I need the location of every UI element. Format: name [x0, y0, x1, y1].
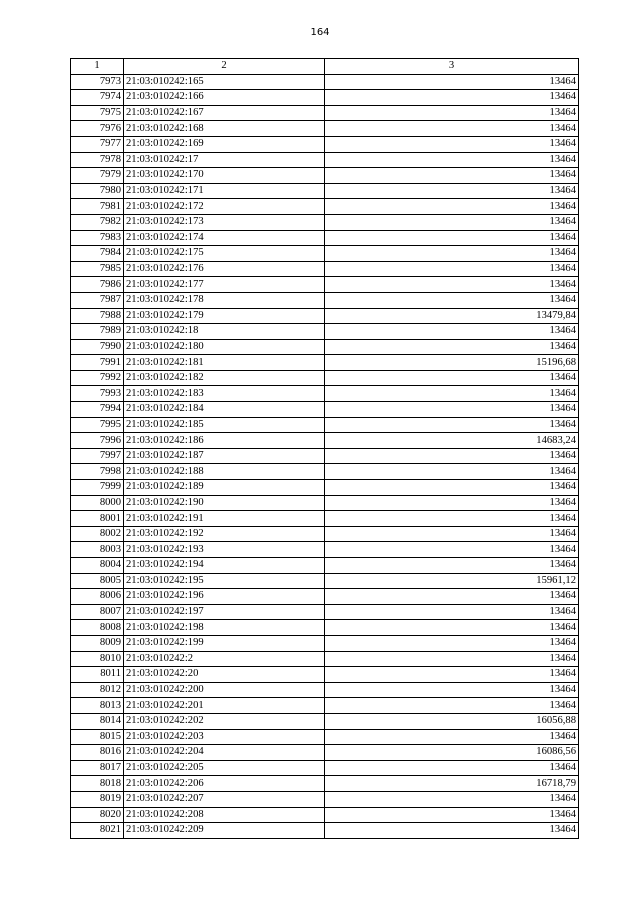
table-row: [71, 214, 579, 230]
table-row: [71, 90, 579, 106]
table-row: [71, 511, 579, 527]
table-row: [71, 199, 579, 215]
row-number-cell: 8000: [71, 495, 124, 511]
table-row: [71, 667, 579, 683]
cadastral-number-cell: 21:03:010242:192: [124, 526, 325, 542]
value-cell: 13464: [325, 589, 579, 605]
cadastral-number-cell: 21:03:010242:199: [124, 635, 325, 651]
table-row: [71, 651, 579, 667]
table-row: [71, 495, 579, 511]
column-header-3: 3: [325, 59, 579, 75]
value-cell: 13464: [325, 402, 579, 418]
cadastral-number-cell: 21:03:010242:18: [124, 324, 325, 340]
cadastral-number-cell: 21:03:010242:171: [124, 183, 325, 199]
cadastral-number-cell: 21:03:010242:170: [124, 168, 325, 184]
value-cell: 13464: [325, 199, 579, 215]
table-row: [71, 136, 579, 152]
cadastral-number-cell: 21:03:010242:165: [124, 74, 325, 90]
cadastral-number-cell: 21:03:010242:206: [124, 776, 325, 792]
row-number-cell: 7986: [71, 277, 124, 293]
value-cell: 13464: [325, 495, 579, 511]
row-number-cell: 8003: [71, 542, 124, 558]
row-number-cell: 7982: [71, 214, 124, 230]
table-row: [71, 417, 579, 433]
value-cell: 13464: [325, 370, 579, 386]
value-cell: 13464: [325, 261, 579, 277]
row-number-cell: 7984: [71, 246, 124, 262]
cadastral-number-cell: 21:03:010242:173: [124, 214, 325, 230]
value-cell: 13479,84: [325, 308, 579, 324]
table-row: [71, 760, 579, 776]
value-cell: 13464: [325, 791, 579, 807]
row-number-cell: 7994: [71, 402, 124, 418]
value-cell: 13464: [325, 635, 579, 651]
value-cell: 13464: [325, 667, 579, 683]
cadastral-number-cell: 21:03:010242:207: [124, 791, 325, 807]
value-cell: 13464: [325, 324, 579, 340]
table-row: [71, 542, 579, 558]
table-row: [71, 526, 579, 542]
row-number-cell: 8019: [71, 791, 124, 807]
row-number-cell: 8016: [71, 745, 124, 761]
table-row: [71, 558, 579, 574]
row-number-cell: 7993: [71, 386, 124, 402]
value-cell: 15196,68: [325, 355, 579, 371]
cadastral-number-cell: 21:03:010242:209: [124, 823, 325, 839]
value-cell: 13464: [325, 682, 579, 698]
cadastral-number-cell: 21:03:010242:184: [124, 402, 325, 418]
row-number-cell: 7998: [71, 464, 124, 480]
cadastral-number-cell: 21:03:010242:186: [124, 433, 325, 449]
row-number-cell: 8017: [71, 760, 124, 776]
value-cell: 13464: [325, 230, 579, 246]
value-cell: 13464: [325, 511, 579, 527]
value-cell: 16086,56: [325, 745, 579, 761]
cadastral-number-cell: 21:03:010242:205: [124, 760, 325, 776]
row-number-cell: 8002: [71, 526, 124, 542]
data-table: [70, 58, 579, 839]
table-row: [71, 246, 579, 262]
row-number-cell: 7987: [71, 292, 124, 308]
cadastral-number-cell: 21:03:010242:187: [124, 448, 325, 464]
table-row: [71, 713, 579, 729]
row-number-cell: 7977: [71, 136, 124, 152]
column-header-2: 2: [124, 59, 325, 75]
value-cell: 13464: [325, 292, 579, 308]
row-number-cell: 7976: [71, 121, 124, 137]
cadastral-number-cell: 21:03:010242:169: [124, 136, 325, 152]
value-cell: 13464: [325, 214, 579, 230]
value-cell: 14683,24: [325, 433, 579, 449]
table-row: [71, 308, 579, 324]
row-number-cell: 8005: [71, 573, 124, 589]
value-cell: 13464: [325, 464, 579, 480]
row-number-cell: 8015: [71, 729, 124, 745]
row-number-cell: 7980: [71, 183, 124, 199]
table-row: [71, 682, 579, 698]
row-number-cell: 8018: [71, 776, 124, 792]
row-number-cell: 7989: [71, 324, 124, 340]
row-number-cell: 8021: [71, 823, 124, 839]
cadastral-number-cell: 21:03:010242:190: [124, 495, 325, 511]
table-row: [71, 183, 579, 199]
table-row: [71, 589, 579, 605]
row-number-cell: 7985: [71, 261, 124, 277]
row-number-cell: 7997: [71, 448, 124, 464]
value-cell: 16056,88: [325, 713, 579, 729]
cadastral-number-cell: 21:03:010242:174: [124, 230, 325, 246]
table-row: [71, 324, 579, 340]
table-row: [71, 729, 579, 745]
row-number-cell: 8010: [71, 651, 124, 667]
cadastral-number-cell: 21:03:010242:195: [124, 573, 325, 589]
row-number-cell: 8004: [71, 558, 124, 574]
table-row: [71, 776, 579, 792]
row-number-cell: 7990: [71, 339, 124, 355]
cadastral-number-cell: 21:03:010242:185: [124, 417, 325, 433]
row-number-cell: 7975: [71, 105, 124, 121]
value-cell: 13464: [325, 168, 579, 184]
table-row: [71, 480, 579, 496]
table-row: [71, 261, 579, 277]
row-number-cell: 7983: [71, 230, 124, 246]
cadastral-number-cell: 21:03:010242:167: [124, 105, 325, 121]
value-cell: 13464: [325, 152, 579, 168]
row-number-cell: 7973: [71, 74, 124, 90]
cadastral-number-cell: 21:03:010242:197: [124, 604, 325, 620]
cadastral-number-cell: 21:03:010242:182: [124, 370, 325, 386]
cadastral-number-cell: 21:03:010242:198: [124, 620, 325, 636]
row-number-cell: 8020: [71, 807, 124, 823]
table-row: [71, 573, 579, 589]
value-cell: 13464: [325, 339, 579, 355]
value-cell: 13464: [325, 277, 579, 293]
row-number-cell: 8011: [71, 667, 124, 683]
cadastral-number-cell: 21:03:010242:175: [124, 246, 325, 262]
cadastral-number-cell: 21:03:010242:168: [124, 121, 325, 137]
cadastral-number-cell: 21:03:010242:166: [124, 90, 325, 106]
table-row: [71, 807, 579, 823]
table-body: [71, 74, 579, 838]
row-number-cell: 7981: [71, 199, 124, 215]
table-row: [71, 402, 579, 418]
cadastral-number-cell: 21:03:010242:188: [124, 464, 325, 480]
row-number-cell: 7974: [71, 90, 124, 106]
table-row: [71, 121, 579, 137]
value-cell: 13464: [325, 698, 579, 714]
cadastral-number-cell: 21:03:010242:196: [124, 589, 325, 605]
cadastral-number-cell: 21:03:010242:191: [124, 511, 325, 527]
cadastral-number-cell: 21:03:010242:204: [124, 745, 325, 761]
row-number-cell: 7979: [71, 168, 124, 184]
table-row: [71, 277, 579, 293]
value-cell: 13464: [325, 121, 579, 137]
row-number-cell: 7988: [71, 308, 124, 324]
cadastral-number-cell: 21:03:010242:179: [124, 308, 325, 324]
value-cell: 13464: [325, 558, 579, 574]
table-row: [71, 791, 579, 807]
table-row: [71, 339, 579, 355]
value-cell: 16718,79: [325, 776, 579, 792]
row-number-cell: 7978: [71, 152, 124, 168]
row-number-cell: 7995: [71, 417, 124, 433]
table-row: [71, 152, 579, 168]
cadastral-number-cell: 21:03:010242:176: [124, 261, 325, 277]
value-cell: 13464: [325, 90, 579, 106]
row-number-cell: 8012: [71, 682, 124, 698]
row-number-cell: 8009: [71, 635, 124, 651]
value-cell: 13464: [325, 386, 579, 402]
value-cell: 15961,12: [325, 573, 579, 589]
cadastral-number-cell: 21:03:010242:201: [124, 698, 325, 714]
cadastral-number-cell: 21:03:010242:203: [124, 729, 325, 745]
cadastral-number-cell: 21:03:010242:177: [124, 277, 325, 293]
row-number-cell: 7991: [71, 355, 124, 371]
table-row: [71, 74, 579, 90]
value-cell: 13464: [325, 651, 579, 667]
row-number-cell: 7992: [71, 370, 124, 386]
table-row: [71, 168, 579, 184]
row-number-cell: 8001: [71, 511, 124, 527]
row-number-cell: 8006: [71, 589, 124, 605]
column-header-1: 1: [71, 59, 124, 75]
table-row: [71, 355, 579, 371]
cadastral-number-cell: 21:03:010242:208: [124, 807, 325, 823]
value-cell: 13464: [325, 183, 579, 199]
value-cell: 13464: [325, 246, 579, 262]
cadastral-number-cell: 21:03:010242:2: [124, 651, 325, 667]
row-number-cell: 7999: [71, 480, 124, 496]
table-row: [71, 370, 579, 386]
value-cell: 13464: [325, 105, 579, 121]
table-header-row: [71, 59, 579, 75]
table-row: [71, 448, 579, 464]
value-cell: 13464: [325, 823, 579, 839]
table-row: [71, 105, 579, 121]
value-cell: 13464: [325, 807, 579, 823]
cadastral-number-cell: 21:03:010242:20: [124, 667, 325, 683]
cadastral-number-cell: 21:03:010242:193: [124, 542, 325, 558]
table-row: [71, 635, 579, 651]
value-cell: 13464: [325, 448, 579, 464]
table-row: [71, 620, 579, 636]
table-row: [71, 464, 579, 480]
cadastral-number-cell: 21:03:010242:17: [124, 152, 325, 168]
table-row: [71, 604, 579, 620]
table-row: [71, 292, 579, 308]
row-number-cell: 8007: [71, 604, 124, 620]
table-row: [71, 433, 579, 449]
cadastral-number-cell: 21:03:010242:183: [124, 386, 325, 402]
row-number-cell: 7996: [71, 433, 124, 449]
table-row: [71, 823, 579, 839]
cadastral-number-cell: 21:03:010242:172: [124, 199, 325, 215]
table-row: [71, 745, 579, 761]
value-cell: 13464: [325, 760, 579, 776]
cadastral-number-cell: 21:03:010242:189: [124, 480, 325, 496]
cadastral-number-cell: 21:03:010242:202: [124, 713, 325, 729]
row-number-cell: 8013: [71, 698, 124, 714]
value-cell: 13464: [325, 620, 579, 636]
value-cell: 13464: [325, 604, 579, 620]
page-number: 164: [310, 27, 330, 38]
cadastral-number-cell: 21:03:010242:200: [124, 682, 325, 698]
cadastral-number-cell: 21:03:010242:180: [124, 339, 325, 355]
value-cell: 13464: [325, 480, 579, 496]
cadastral-number-cell: 21:03:010242:178: [124, 292, 325, 308]
row-number-cell: 8014: [71, 713, 124, 729]
value-cell: 13464: [325, 74, 579, 90]
table-row: [71, 698, 579, 714]
value-cell: 13464: [325, 136, 579, 152]
value-cell: 13464: [325, 417, 579, 433]
value-cell: 13464: [325, 526, 579, 542]
table-row: [71, 386, 579, 402]
value-cell: 13464: [325, 542, 579, 558]
table-row: [71, 230, 579, 246]
row-number-cell: 8008: [71, 620, 124, 636]
cadastral-number-cell: 21:03:010242:194: [124, 558, 325, 574]
value-cell: 13464: [325, 729, 579, 745]
cadastral-number-cell: 21:03:010242:181: [124, 355, 325, 371]
